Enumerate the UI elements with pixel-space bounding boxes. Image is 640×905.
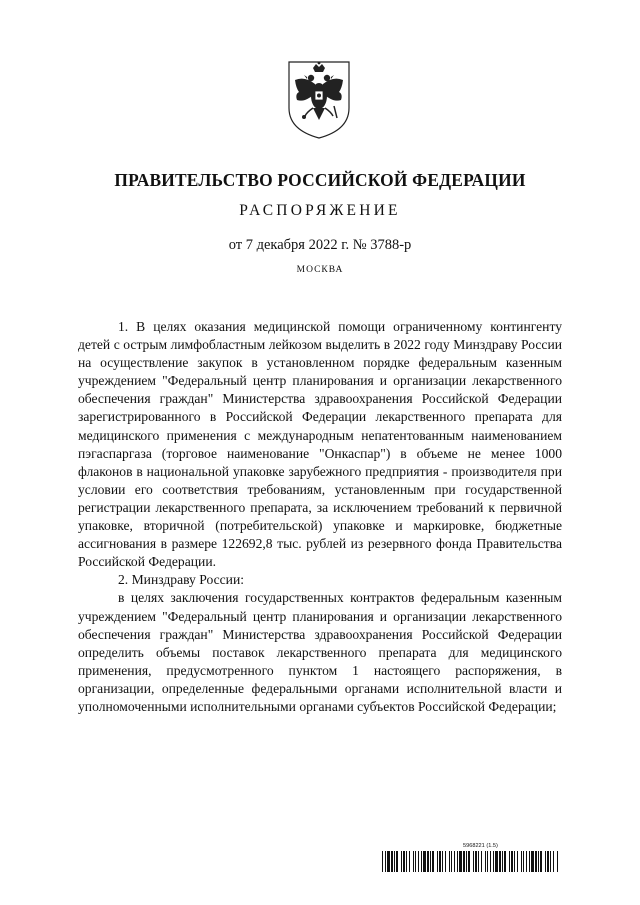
document-date-number: от 7 декабря 2022 г. № 3788-р [228, 237, 412, 253]
paragraph-1: 1. В целях оказания медицинской помощи ограниченному контингенту детей с острым лимфобластным лейкозом выделить в 2022 году Минздраву России на осуществление закупок в установленном порядке федеральным казенным учреждением "Федеральный центр планирования и организации лекарственного обеспечения граждан" Министерства здравоохранения Российской Федерации зарегистрированного в Российской Федерации лекарственного препарата для медицинского применения с международным непатентованным наименованием пэгаспаргаза (торговое наименование "Онкаспар") в объеме не менее 1000 флаконов в национальной упаковке зарубежного предприятия - производителя при условии его соответствия требованиям, установленным при государственной регистрации лекарственного препарата, за исключением требований к первичной упаковке, вторичной (потребительской) упаковке и маркировке, бюджетные ассигнования в размере 122692,8 тыс. рублей из резервного фонда Правительства Российской Федерации. [78, 319, 562, 570]
document-body [78, 318, 562, 716]
barcode [382, 851, 558, 872]
paragraph-3: в целях заключения государственных контрактов федеральным казенным учреждением "Федеральный центр планирования и организации лекарственного обеспечения граждан" Министерства здравоохранения Российской Федерации определить объемы поставок лекарственного препарата для медицинского применения, предусмотренного пунктом 1 настоящего распоряжения, в организации, определенные федеральными органами исполнительной власти и уполномоченными исполнительными органами субъектов Российской Федерации; [78, 590, 562, 714]
document-type: РАСПОРЯЖЕНИЕ [239, 202, 401, 219]
barcode-label: 5968221 (1.5) [463, 843, 498, 849]
government-title: ПРАВИТЕЛЬСТВО РОССИЙСКОЙ ФЕДЕРАЦИИ [114, 170, 526, 190]
city-name: МОСКВА [296, 265, 344, 275]
paragraph-2: 2. Минздраву России: [118, 572, 245, 588]
coat-of-arms-emblem [283, 58, 355, 140]
